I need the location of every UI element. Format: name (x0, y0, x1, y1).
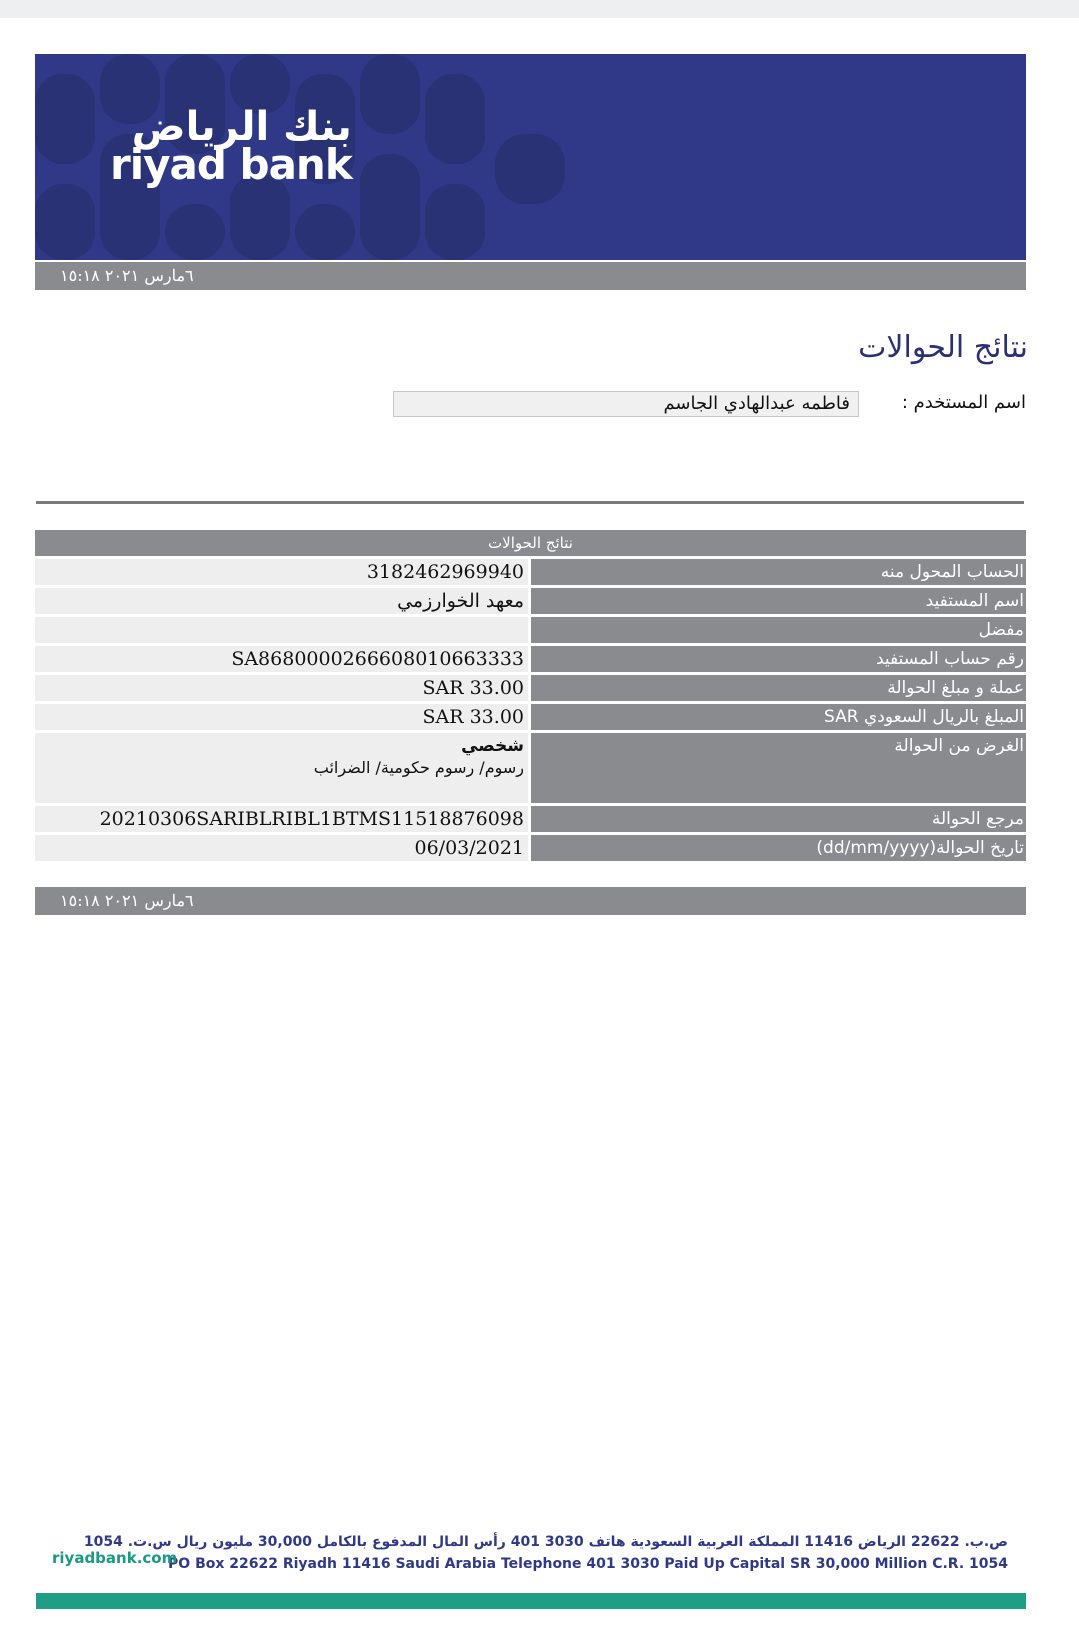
table-row (35, 730, 1026, 803)
username-label: اسم المستخدم : (901, 392, 1026, 413)
footer-address-english: PO Box 22622 Riyadh 11416 Saudi Arabia Telephone 401 3030 Paid Up Capital SR 30,000 Million C.R. 1054 (168, 1556, 1008, 1572)
purpose-line-2: رسوم/ رسوم حكومية/ الضرائب (313, 758, 524, 777)
table-row (35, 556, 1026, 585)
date-bar-top (35, 262, 1026, 290)
riyad-bank-logo (110, 104, 352, 189)
table-row (35, 585, 1026, 614)
top-strip (0, 0, 1079, 18)
row-value: SAR 33.00 (35, 704, 528, 730)
row-value: SAR 33.00 (35, 675, 528, 701)
row-value: 3182462969940 (35, 559, 528, 585)
row-label: مرجع الحوالة (528, 806, 1026, 832)
divider (36, 501, 1024, 504)
row-value: SA8680000266608010663333 (35, 646, 528, 672)
date-stamp: ٦مارس ٢٠٢١ ١٥:١٨ (60, 891, 194, 910)
date-stamp: ٦مارس ٢٠٢١ ١٥:١٨ (60, 266, 194, 285)
table-row (35, 614, 1026, 643)
date-bar-bottom (35, 887, 1026, 915)
row-label: مفضل (528, 617, 1026, 643)
logo-english: riyad bank (110, 140, 352, 189)
row-label: اسم المستفيد (528, 588, 1026, 614)
footer-website-link[interactable]: riyadbank.com (52, 1549, 178, 1567)
table-row (35, 832, 1026, 861)
row-value (35, 617, 528, 643)
footer-address-arabic: ص.ب. 22622 الرياض 11416 المملكة العربية السعودية هاتف 3030 401 رأس المال المدفوع بالكامل 30,000 مليون ريال س.ت. 1054 (83, 1534, 1008, 1550)
purpose-line-1: شخصي (461, 736, 524, 756)
footer-accent-bar (36, 1593, 1026, 1609)
row-value: 20210306SARIBLRIBL1BTMS11518876098 (35, 806, 528, 832)
transfer-results-table (35, 530, 1026, 861)
table-header: نتائج الحوالات (35, 530, 1026, 556)
row-value: 06/03/2021 (35, 835, 528, 861)
row-label: الغرض من الحوالة (528, 733, 1026, 803)
page-title: نتائج الحوالات (858, 330, 1028, 365)
row-label: رقم حساب المستفيد (528, 646, 1026, 672)
username-field: فاطمه عبدالهادي الجاسم (393, 391, 859, 417)
table-row (35, 803, 1026, 832)
footer-address (84, 1531, 1008, 1575)
logo-arabic: بنك الرياض (131, 104, 352, 150)
table-row (35, 672, 1026, 701)
row-label: عملة و مبلغ الحوالة (528, 675, 1026, 701)
table-row (35, 701, 1026, 730)
header-banner (35, 54, 1026, 260)
table-row (35, 643, 1026, 672)
purpose-value (35, 733, 528, 803)
row-label: تاريخ الحوالة(dd/mm/yyyy) (528, 835, 1026, 861)
row-value: معهد الخوارزمي (35, 588, 528, 614)
row-label: المبلغ بالريال السعودي SAR (528, 704, 1026, 730)
row-label: الحساب المحول منه (528, 559, 1026, 585)
